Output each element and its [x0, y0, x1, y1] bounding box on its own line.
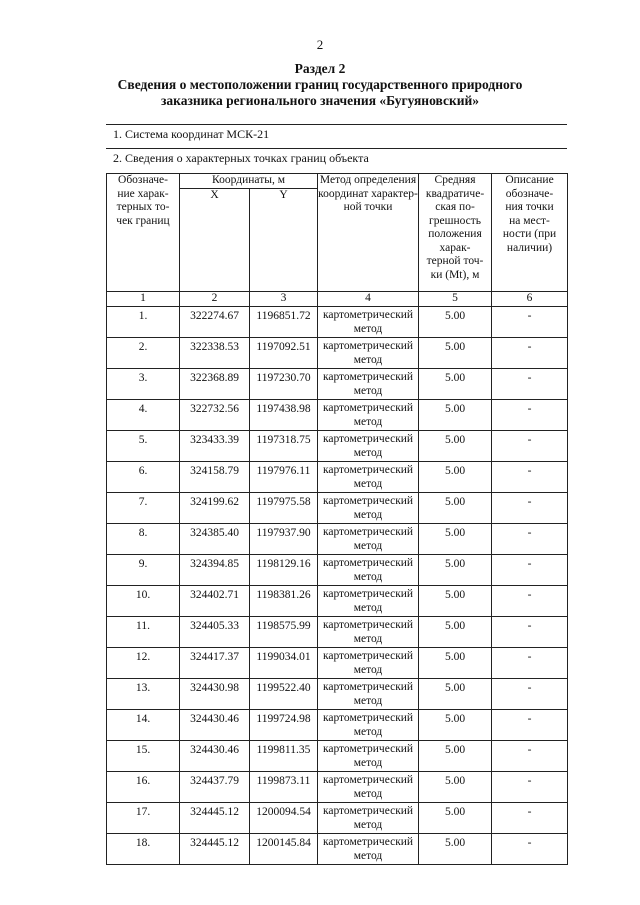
column-number: 2	[180, 292, 250, 307]
description-cell: -	[492, 400, 568, 431]
error-cell: 5.00	[419, 493, 492, 524]
y-coordinate: 1198575.99	[250, 617, 318, 648]
table-row	[107, 524, 568, 555]
column-number: 5	[419, 292, 492, 307]
point-number: 14.	[107, 710, 180, 741]
method-cell: картометрический метод	[318, 617, 419, 648]
section-title: Раздел 2	[294, 61, 346, 76]
point-number: 13.	[107, 679, 180, 710]
description-cell: -	[492, 307, 568, 338]
document-title	[0, 61, 640, 109]
x-coordinate: 324385.40	[180, 524, 250, 555]
method-cell: картометрический метод	[318, 431, 419, 462]
method-cell: картометрический метод	[318, 338, 419, 369]
x-coordinate: 324437.79	[180, 772, 250, 803]
point-number: 10.	[107, 586, 180, 617]
column-number: 4	[318, 292, 419, 307]
heading-line-2: заказника регионального значения «Бугуяновский»	[160, 93, 480, 108]
y-coordinate: 1198129.16	[250, 555, 318, 586]
point-number: 15.	[107, 741, 180, 772]
coord-system-line: 1. Система координат МСК-21	[113, 127, 270, 141]
y-coordinate: 1197937.90	[250, 524, 318, 555]
point-number: 18.	[107, 834, 180, 865]
x-coordinate: 322338.53	[180, 338, 250, 369]
column-number: 6	[492, 292, 568, 307]
error-header: Средняя квадратиче- ская по- грешность положения харак- терной точ- ки (Mt), м	[419, 174, 492, 292]
y-coordinate: 1197318.75	[250, 431, 318, 462]
y-coordinate: 1200094.54	[250, 803, 318, 834]
point-number: 16.	[107, 772, 180, 803]
description-cell: -	[492, 710, 568, 741]
y-coordinate: 1197092.51	[250, 338, 318, 369]
points-info-line: 2. Сведения о характерных точках границ объекта	[113, 151, 369, 165]
method-cell: картометрический метод	[318, 648, 419, 679]
description-cell: -	[492, 493, 568, 524]
y-coordinate: 1198381.26	[250, 586, 318, 617]
error-cell: 5.00	[419, 307, 492, 338]
description-cell: -	[492, 555, 568, 586]
point-number: 4.	[107, 400, 180, 431]
method-cell: картометрический метод	[318, 493, 419, 524]
table-row	[107, 431, 568, 462]
coordinates-header: Координаты, м	[180, 174, 318, 189]
method-cell: картометрический метод	[318, 462, 419, 493]
table-row	[107, 462, 568, 493]
point-number: 17.	[107, 803, 180, 834]
table-row	[107, 400, 568, 431]
y-coordinate: 1199522.40	[250, 679, 318, 710]
rule-middle	[106, 148, 567, 149]
description-cell: -	[492, 462, 568, 493]
column-number: 3	[250, 292, 318, 307]
table-row	[107, 586, 568, 617]
y-coordinate: 1199811.35	[250, 741, 318, 772]
table-row	[107, 679, 568, 710]
description-cell: -	[492, 431, 568, 462]
x-coordinate: 324430.98	[180, 679, 250, 710]
point-number: 8.	[107, 524, 180, 555]
description-cell: -	[492, 741, 568, 772]
y-header: Y	[250, 189, 318, 292]
error-cell: 5.00	[419, 586, 492, 617]
point-number: 12.	[107, 648, 180, 679]
error-cell: 5.00	[419, 400, 492, 431]
table-row	[107, 648, 568, 679]
y-coordinate: 1197230.70	[250, 369, 318, 400]
column-number: 1	[107, 292, 180, 307]
method-cell: картометрический метод	[318, 524, 419, 555]
method-cell: картометрический метод	[318, 803, 419, 834]
point-number: 3.	[107, 369, 180, 400]
description-cell: -	[492, 679, 568, 710]
error-cell: 5.00	[419, 710, 492, 741]
table-row	[107, 617, 568, 648]
x-coordinate: 324402.71	[180, 586, 250, 617]
points-table-body	[107, 292, 568, 865]
description-cell: -	[492, 648, 568, 679]
page-number: 2	[316, 37, 324, 52]
x-coordinate: 324158.79	[180, 462, 250, 493]
description-cell: -	[492, 338, 568, 369]
x-coordinate: 324394.85	[180, 555, 250, 586]
method-cell: картометрический метод	[318, 710, 419, 741]
method-cell: картометрический метод	[318, 772, 419, 803]
table-row	[107, 493, 568, 524]
y-coordinate: 1199873.11	[250, 772, 318, 803]
error-cell: 5.00	[419, 648, 492, 679]
rule-top	[106, 124, 567, 125]
error-cell: 5.00	[419, 524, 492, 555]
point-number: 5.	[107, 431, 180, 462]
heading-line-1: Сведения о местоположении границ государственного природного	[117, 77, 523, 92]
point-number: 6.	[107, 462, 180, 493]
x-coordinate: 324445.12	[180, 803, 250, 834]
y-coordinate: 1200145.84	[250, 834, 318, 865]
method-cell: картометрический метод	[318, 307, 419, 338]
error-cell: 5.00	[419, 741, 492, 772]
error-cell: 5.00	[419, 617, 492, 648]
column-number-row	[107, 292, 568, 307]
table-row	[107, 307, 568, 338]
point-number: 2.	[107, 338, 180, 369]
method-cell: картометрический метод	[318, 834, 419, 865]
description-header: Описание обозначе- ния точки на мест- ности (при наличии)	[492, 174, 568, 292]
error-cell: 5.00	[419, 462, 492, 493]
y-coordinate: 1196851.72	[250, 307, 318, 338]
x-coordinate: 324199.62	[180, 493, 250, 524]
error-cell: 5.00	[419, 772, 492, 803]
method-header: Метод определения координат характер- ной точки	[318, 174, 419, 292]
x-coordinate: 324417.37	[180, 648, 250, 679]
table-row	[107, 803, 568, 834]
method-cell: картометрический метод	[318, 400, 419, 431]
point-number: 9.	[107, 555, 180, 586]
table-row	[107, 741, 568, 772]
error-cell: 5.00	[419, 338, 492, 369]
designation-header: Обозначе- ние харак- терных то- чек границ	[107, 174, 180, 292]
error-cell: 5.00	[419, 431, 492, 462]
table-row	[107, 772, 568, 803]
method-cell: картометрический метод	[318, 586, 419, 617]
x-coordinate: 322732.56	[180, 400, 250, 431]
description-cell: -	[492, 834, 568, 865]
x-coordinate: 324430.46	[180, 741, 250, 772]
x-header: X	[180, 189, 250, 292]
table-row	[107, 710, 568, 741]
error-cell: 5.00	[419, 555, 492, 586]
y-coordinate: 1197438.98	[250, 400, 318, 431]
x-coordinate: 323433.39	[180, 431, 250, 462]
point-number: 1.	[107, 307, 180, 338]
x-coordinate: 322368.89	[180, 369, 250, 400]
method-cell: картометрический метод	[318, 555, 419, 586]
method-cell: картометрический метод	[318, 741, 419, 772]
description-cell: -	[492, 586, 568, 617]
error-cell: 5.00	[419, 679, 492, 710]
table-row	[107, 555, 568, 586]
x-coordinate: 324405.33	[180, 617, 250, 648]
points-table	[106, 173, 568, 865]
error-cell: 5.00	[419, 803, 492, 834]
point-number: 7.	[107, 493, 180, 524]
table-row	[107, 834, 568, 865]
error-cell: 5.00	[419, 834, 492, 865]
description-cell: -	[492, 524, 568, 555]
y-coordinate: 1199034.01	[250, 648, 318, 679]
y-coordinate: 1197975.58	[250, 493, 318, 524]
description-cell: -	[492, 369, 568, 400]
point-number: 11.	[107, 617, 180, 648]
table-row	[107, 338, 568, 369]
y-coordinate: 1199724.98	[250, 710, 318, 741]
x-coordinate: 324445.12	[180, 834, 250, 865]
method-cell: картометрический метод	[318, 369, 419, 400]
table-row	[107, 369, 568, 400]
error-cell: 5.00	[419, 369, 492, 400]
description-cell: -	[492, 617, 568, 648]
x-coordinate: 322274.67	[180, 307, 250, 338]
description-cell: -	[492, 803, 568, 834]
description-cell: -	[492, 772, 568, 803]
y-coordinate: 1197976.11	[250, 462, 318, 493]
method-cell: картометрический метод	[318, 679, 419, 710]
x-coordinate: 324430.46	[180, 710, 250, 741]
